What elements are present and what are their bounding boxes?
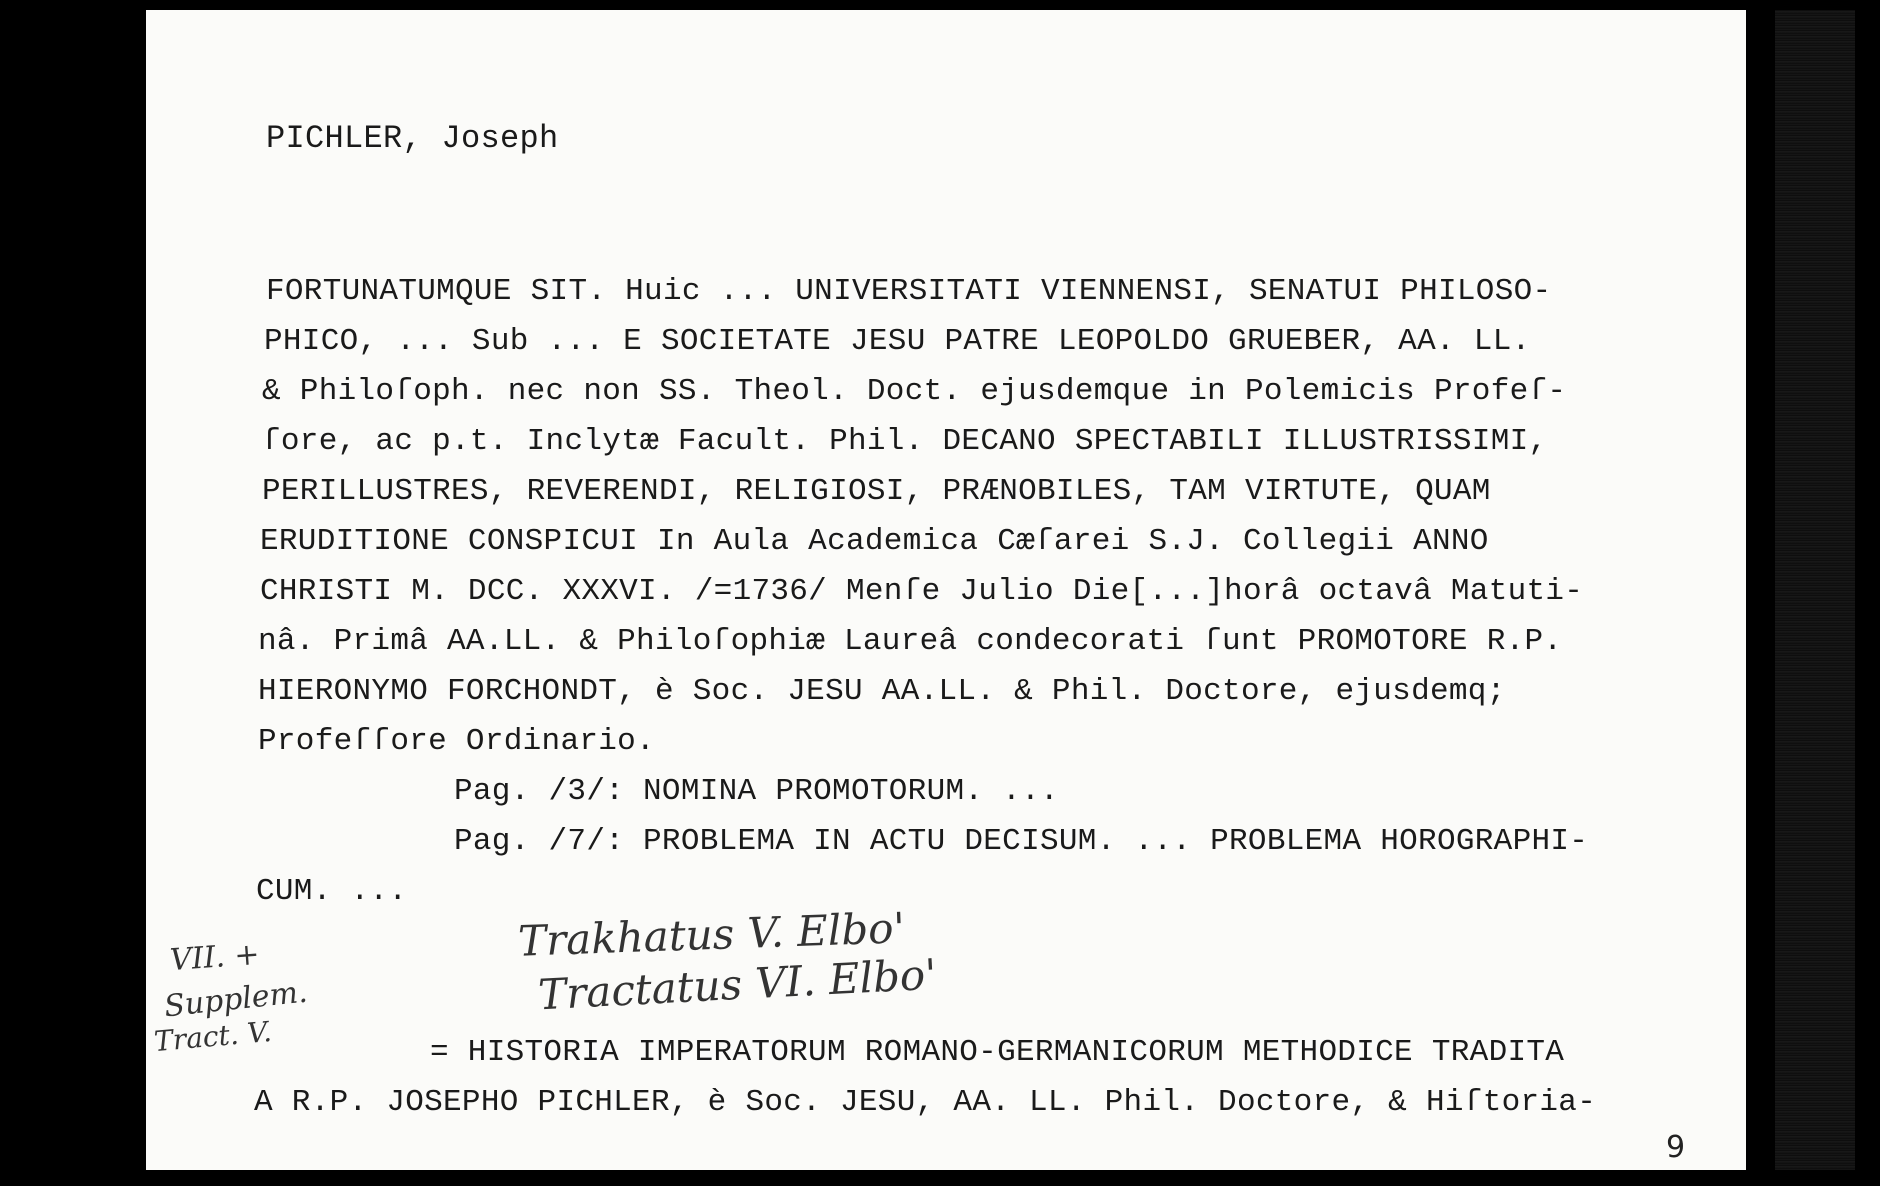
scan-border-left: [0, 0, 146, 1186]
page-number: 9: [1666, 1130, 1686, 1165]
pag7-continuation: CUM. ...: [256, 874, 408, 909]
pag7-line: Pag. /7/: PROBLEMA IN ACTU DECISUM. ... PROBLEMA HOROGRAPHI-: [454, 824, 1589, 859]
body-line-2: PHICO, ... Sub ... E SOCIETATE JESU PATRE LEOPOLDO GRUEBER, AA. LL.: [264, 324, 1531, 359]
body-line-4: ſore, ac p.t. Inclytæ Facult. Phil. DECANO SPECTABILI ILLUSTRISSIMI,: [262, 424, 1548, 459]
card-heading: PICHLER, Joseph: [266, 120, 559, 157]
handwritten-annotation-top-1: Trakhatus V. Elbo': [517, 903, 906, 966]
historia-title-line-2: A R.P. JOSEPHO PICHLER, è Soc. JESU, AA. LL. Phil. Doctore, & Hiſtoria-: [254, 1085, 1597, 1120]
body-line-1: FORTUNATUMQUE SIT. Huic ... UNIVERSITATI VIENNENSI, SENATUI PHILOSO-: [266, 274, 1552, 309]
pag3-line: Pag. /3/: NOMINA PROMOTORUM. ...: [454, 774, 1059, 809]
body-line-5: PERILLUSTRES, REVERENDI, RELIGIOSI, PRÆNOBILES, TAM VIRTUTE, QUAM: [262, 474, 1491, 509]
handwritten-margin-3: Tract. V.: [152, 1014, 273, 1059]
body-line-9: HIERONYMO FORCHONDT, è Soc. JESU AA.LL. & Phil. Doctore, ejusdemq;: [258, 674, 1506, 709]
body-line-7: CHRISTI M. DCC. XXXVI. /=1736/ Menſe Julio Die[...]horâ octavâ Matuti-: [260, 574, 1584, 609]
handwritten-annotation-top-2: Tractatus VI. Elbo': [536, 949, 938, 1020]
catalog-card: [146, 10, 1746, 1170]
body-line-3: & Philoſoph. nec non SS. Theol. Doct. ejusdemque in Polemicis Profeſ-: [262, 374, 1567, 409]
scan-noise-strip: [1775, 10, 1855, 1170]
handwritten-margin-1: VII. +: [168, 936, 261, 979]
historia-title-line-1: = HISTORIA IMPERATORUM ROMANO-GERMANICORUM METHODICE TRADITA: [430, 1035, 1565, 1070]
handwritten-margin-2: Supplem.: [162, 974, 310, 1025]
body-line-8: nâ. Primâ AA.LL. & Philoſophiæ Laureâ condecorati ſunt PROMOTORE R.P.: [258, 624, 1563, 659]
body-line-10: Profeſſore Ordinario.: [258, 724, 655, 759]
body-line-6: ERUDITIONE CONSPICUI In Aula Academica Cæſarei S.J. Collegii ANNO: [260, 524, 1489, 559]
